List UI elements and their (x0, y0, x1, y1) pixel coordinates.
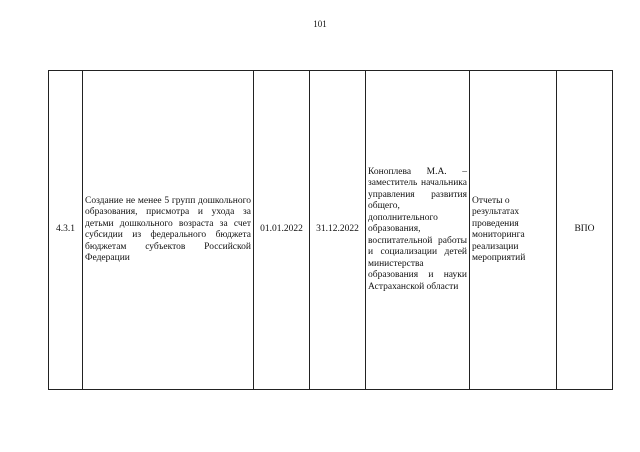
result-cell (470, 71, 557, 390)
activity-table (48, 70, 613, 390)
responsible-person: Коноплева М.А. – заместитель начальника управления развития общего, дополнительного образования, воспитательной работы и социализации детей министерства образования и науки Астраханской области (368, 166, 467, 292)
item-number-cell (49, 71, 83, 390)
table-row (49, 71, 613, 390)
code-cell (557, 71, 613, 390)
expected-result: Отчеты о результатах проведения мониторинга реализации мероприятий (472, 195, 526, 263)
page-number: 101 (313, 19, 327, 29)
start-date: 01.01.2022 (260, 224, 303, 235)
item-number: 4.3.1 (56, 224, 75, 235)
responsible-cell (366, 71, 470, 390)
start-date-cell (254, 71, 310, 390)
description-cell (83, 71, 254, 390)
end-date-cell (310, 71, 366, 390)
end-date: 31.12.2022 (316, 224, 359, 235)
item-description: Создание не менее 5 групп дошкольного образования, присмотра и ухода за детьми дошкольного возраста за счет субсидии из федерального бюджета бюджетам субъектов Российской Федерации (85, 195, 251, 263)
item-code: ВПО (574, 224, 595, 235)
